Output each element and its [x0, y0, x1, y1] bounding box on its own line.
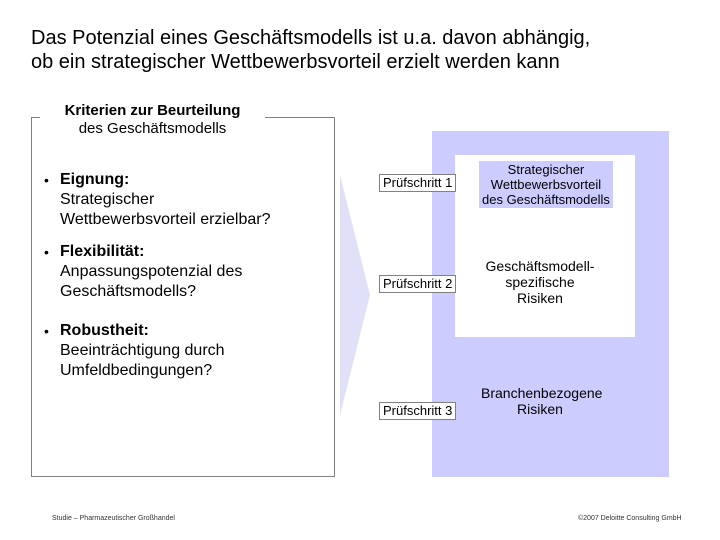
step-2-result	[481, 258, 599, 306]
bullet-dot-icon: •	[44, 244, 49, 260]
chevron-arrow-icon	[340, 175, 372, 415]
page-title	[31, 26, 691, 74]
result-line: Branchenbezogene	[481, 385, 603, 401]
criterion-head: Robustheit:	[60, 322, 149, 339]
criteria-heading-line-2: des Geschäftsmodells	[78, 120, 227, 137]
title-line-2: ob ein strategischer Wettbewerbsvorteil erzielt werden kann	[31, 51, 560, 73]
title-line-1: Das Potenzial eines Geschäftsmodells ist u.a. davon abhängig,	[31, 27, 591, 49]
result-line: Strategischer	[507, 162, 585, 177]
result-line: Risiken	[517, 290, 563, 306]
result-line: Wettbewerbsvorteil	[490, 177, 602, 192]
result-line: Risiken	[517, 401, 563, 417]
result-line: Geschäftsmodell-	[485, 258, 595, 274]
bullet-dot-icon: •	[44, 323, 49, 339]
footer-copyright: ©2007 Deloitte Consulting GmbH	[578, 515, 682, 522]
criterion-line: Strategischer	[60, 191, 155, 208]
result-line: spezifische	[505, 274, 575, 290]
footer-study: Studie – Pharmazeutischer Großhandel	[52, 515, 175, 522]
step-3-label: Prüfschritt 3	[379, 402, 456, 420]
criterion-line: Wettbewerbsvorteil erzielbar?	[60, 211, 271, 228]
step-1-result	[479, 161, 613, 208]
criterion-line: Anpassungspotenzial des	[60, 263, 243, 280]
criteria-heading-line-1: Kriterien zur Beurteilung	[64, 102, 241, 119]
result-line: des Geschäftsmodells	[482, 192, 610, 207]
criterion-head: Eignung:	[60, 171, 130, 188]
criterion-line: Geschäftsmodells?	[60, 283, 197, 300]
criterion-head: Flexibilität:	[60, 243, 145, 260]
criterion-line: Umfeldbedingungen?	[60, 362, 213, 379]
step-1-label: Prüfschritt 1	[379, 174, 456, 192]
bullet-dot-icon: •	[44, 172, 49, 188]
criterion-line: Beeinträchtigung durch	[60, 342, 225, 359]
step-2-label: Prüfschritt 2	[379, 275, 456, 293]
step-3-result	[481, 385, 603, 417]
criteria-heading	[40, 102, 265, 138]
